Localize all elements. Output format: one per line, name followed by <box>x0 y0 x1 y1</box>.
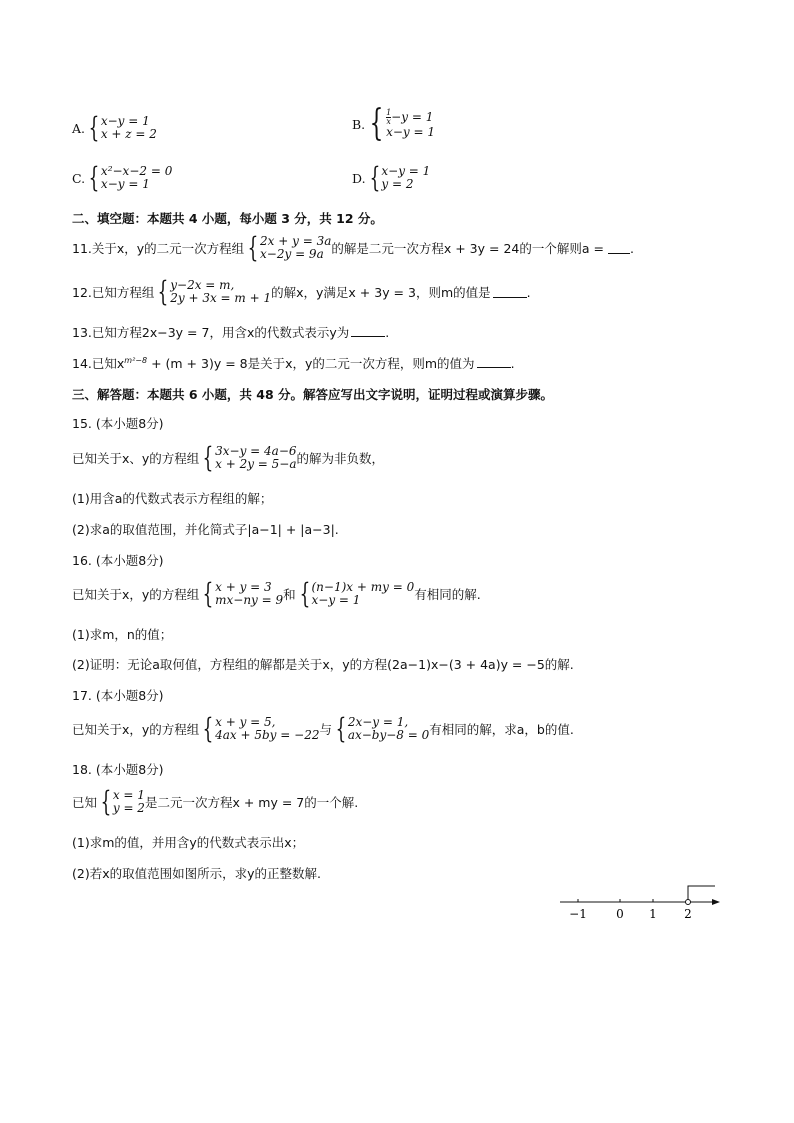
option-b-label: B. <box>352 116 366 132</box>
q13-number: 13. <box>72 325 92 340</box>
q15-post: 的解为非负数， <box>296 451 385 466</box>
option-b-system <box>365 103 435 144</box>
q16-header: 16. (本小题8分) <box>72 553 164 568</box>
tick-label-0: 0 <box>616 907 624 921</box>
q13-end: . <box>385 325 390 340</box>
number-line-figure <box>555 880 730 925</box>
q14-post: + (m + 3)y = 8是关于x，y的二元一次方程，则m的值为 <box>147 356 475 371</box>
tick-label-minus-1: −1 <box>569 907 587 921</box>
q16-s1-eq2: mx−ny = 9 <box>215 593 284 607</box>
brace-icon: { <box>202 577 214 610</box>
q14-pre: 已知x <box>91 356 125 371</box>
q16-post: 有相同的解. <box>414 587 481 602</box>
q16-s1-eq1: x + y = 3 <box>215 580 272 594</box>
brace-icon: { <box>369 103 384 144</box>
option-d-system <box>366 161 431 194</box>
q11-eq1: 2x + y = 3a <box>260 234 332 248</box>
brace-icon: { <box>202 441 214 474</box>
q16-part-1: (1)求m，n的值； <box>72 627 173 642</box>
q11-pre: 关于x，y的二元一次方程组 <box>91 241 245 256</box>
q12-answer-blank[interactable] <box>493 286 527 298</box>
q18-eq1: x = 1 <box>112 788 145 802</box>
question-14 <box>72 354 515 372</box>
option-c-system <box>85 161 173 194</box>
tick-label-2: 2 <box>684 907 692 921</box>
q14-exponent: m²−8 <box>124 355 148 365</box>
q16-part-2: (2)证明：无论a取何值，方程组的解都是关于x，y的方程(2a−1)x−(3 + 4a)y = −5的解. <box>72 657 574 672</box>
q17-post: 有相同的解，求a，b的值. <box>429 722 574 737</box>
option-d-label: D. <box>352 170 366 186</box>
q15-eq2: x + 2y = 5−a <box>215 457 297 471</box>
open-point-marker <box>686 900 691 905</box>
q16-stem <box>72 577 481 610</box>
brace-icon: { <box>369 161 380 194</box>
question-11 <box>72 231 634 264</box>
q17-system-1 <box>199 712 320 745</box>
option-a <box>72 111 157 144</box>
question-12 <box>72 275 531 308</box>
brace-icon: { <box>202 712 214 745</box>
q15-part-1: (1)用含a的代数式表示方程组的解； <box>72 491 273 506</box>
q12-eq1: y−2x = m, <box>170 278 235 292</box>
q15-part-2: (2)求a的取值范围，并化简式子|a−1| + |a−3|. <box>72 522 339 537</box>
option-c-eq1: x²−x−2 = 0 <box>100 164 173 178</box>
q18-part-2: (2)若x的取值范围如图所示，求y的正整数解. <box>72 866 321 881</box>
brace-icon: { <box>88 111 100 144</box>
q16-system-2 <box>296 577 415 610</box>
range-bracket <box>688 886 715 899</box>
q13-answer-blank[interactable] <box>351 325 385 337</box>
option-b-eq1: −y = 1 <box>391 110 434 124</box>
q17-s1-eq2: 4ax + 5by = −22 <box>215 728 320 742</box>
question-13 <box>72 323 389 341</box>
q18-pre: 已知 <box>72 795 98 810</box>
option-c-label: C. <box>72 170 86 186</box>
brace-icon: { <box>335 712 347 745</box>
fraction-1-over-x: 1 x <box>386 108 392 126</box>
q16-system-1 <box>199 577 284 610</box>
q11-system <box>244 231 332 264</box>
option-a-system <box>85 111 157 144</box>
q17-header: 17. (本小题8分) <box>72 688 164 703</box>
q16-pre: 已知关于x，y的方程组 <box>72 587 200 602</box>
q18-header: 18. (本小题8分) <box>72 762 164 777</box>
q15-eq1: 3x−y = 4a−6 <box>215 444 297 458</box>
q11-end: . <box>629 240 634 256</box>
q15-system <box>199 441 297 474</box>
q17-pre: 已知关于x，y的方程组 <box>72 722 200 737</box>
q12-post: 的解x，y满足x + 3y = 3，则m的值是 <box>271 285 491 300</box>
q15-pre: 已知关于x、y的方程组 <box>72 451 200 466</box>
option-c <box>72 161 173 194</box>
q12-end: . <box>526 284 531 300</box>
q17-s2-eq1: 2x−y = 1, <box>347 715 409 729</box>
q16-s2-eq2: x−y = 1 <box>311 593 361 607</box>
section-3-title: 三、解答题：本题共 6 小题，共 48 分。解答应写出文字说明，证明过程或演算步骤。 <box>72 387 554 402</box>
q15-header: 15. (本小题8分) <box>72 416 164 431</box>
option-d-eq2: y = 2 <box>381 177 414 191</box>
brace-icon: { <box>157 275 169 308</box>
q12-number: 12. <box>72 284 92 300</box>
q12-pre: 已知方程组 <box>91 285 155 300</box>
q11-number: 11. <box>72 240 92 256</box>
q14-answer-blank[interactable] <box>477 356 511 368</box>
q12-eq2: 2y + 3x = m + 1 <box>170 291 272 305</box>
q18-stem <box>72 785 359 818</box>
brace-icon: { <box>247 231 259 264</box>
option-d-eq1: x−y = 1 <box>381 164 431 178</box>
q18-part-1: (1)求m的值，并用含y的代数式表示出x； <box>72 835 305 850</box>
tick-label-1: 1 <box>649 907 657 921</box>
q16-s2-eq1: (n−1)x + my = 0 <box>311 580 415 594</box>
q11-eq2: x−2y = 9a <box>260 247 324 261</box>
brace-icon: { <box>299 577 310 610</box>
q18-system <box>97 785 145 818</box>
q17-stem <box>72 712 574 745</box>
q17-s1-eq1: x + y = 5, <box>215 715 276 729</box>
brace-icon: { <box>100 785 112 818</box>
q14-number: 14. <box>72 356 92 371</box>
q17-mid: 与 <box>319 722 332 737</box>
option-a-eq2: x + z = 2 <box>100 127 157 141</box>
q14-end: . <box>510 356 515 371</box>
q12-system <box>154 275 272 308</box>
section-2-title: 二、填空题：本题共 4 小题，每小题 3 分，共 12 分。 <box>72 211 383 226</box>
option-d <box>352 161 431 194</box>
option-b-eq2: x−y = 1 <box>386 125 435 139</box>
q16-mid: 和 <box>283 587 296 602</box>
option-a-label: A. <box>72 120 86 136</box>
option-a-eq1: x−y = 1 <box>100 114 150 128</box>
q18-eq2: y = 2 <box>112 801 145 815</box>
brace-icon: { <box>88 161 100 194</box>
q11-answer-blank[interactable] <box>608 242 630 254</box>
option-c-eq2: x−y = 1 <box>100 177 150 191</box>
q18-post: 是二元一次方程x + my = 7的一个解. <box>144 795 359 810</box>
number-line-arrow-icon <box>712 899 720 905</box>
q11-post: 的解是二元一次方程x + 3y = 24的一个解则a = <box>331 241 604 256</box>
q17-s2-eq2: ax−by−8 = 0 <box>347 728 430 742</box>
q13-text: 已知方程2x−3y = 7，用含x的代数式表示y为 <box>91 325 350 340</box>
option-b <box>352 103 435 144</box>
q17-system-2 <box>332 712 430 745</box>
q15-stem <box>72 441 385 474</box>
